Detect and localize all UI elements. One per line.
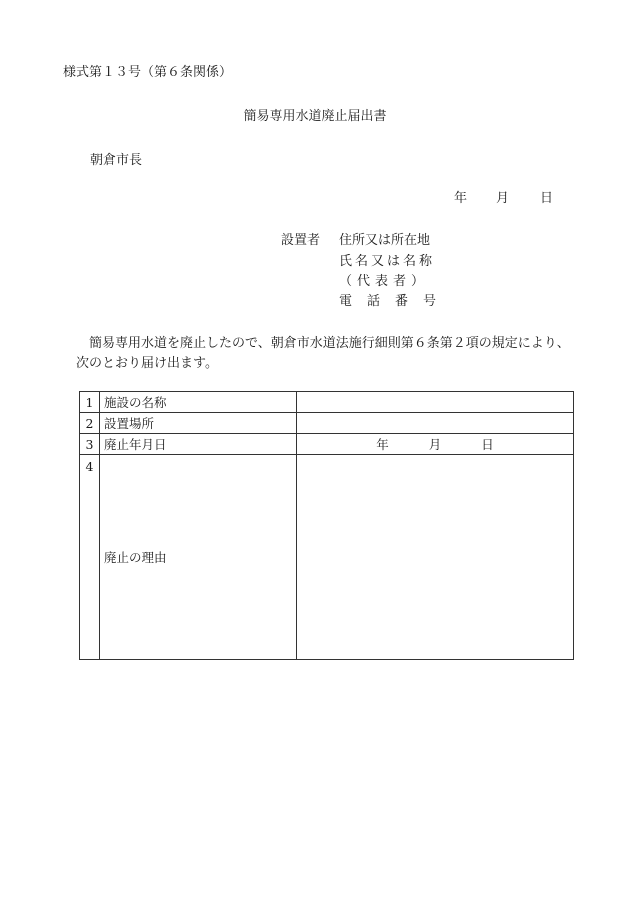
applicant-name-field: 氏名又は名称: [339, 254, 436, 269]
facility-name-value[interactable]: [297, 392, 574, 413]
applicant-label: 設置者: [281, 233, 321, 248]
addressee: 朝倉市長: [90, 153, 143, 168]
applicant-phone-field: 電 話 番 号: [339, 294, 438, 309]
form-number: 様式第１３号（第６条関係）: [63, 65, 233, 80]
row-label: 廃止の理由: [100, 455, 297, 660]
notification-table: [79, 391, 574, 660]
table-row: [80, 392, 574, 413]
table-row: [80, 413, 574, 434]
body-paragraph: [76, 334, 576, 374]
applicant-address-field: 住所又は所在地: [339, 233, 431, 248]
table-row: [80, 455, 574, 660]
date-day-label: 日: [540, 191, 554, 206]
body-text: 簡易専用水道を廃止したので、朝倉市水道法施行細則第６条第２項の規定により、次のとおり届け出ます。: [76, 336, 570, 371]
abolition-month-label: 月: [428, 436, 442, 452]
table-row: [80, 434, 574, 455]
row-number: 2: [80, 413, 100, 434]
document-title: 簡易専用水道廃止届出書: [243, 109, 387, 124]
row-number: 3: [80, 434, 100, 455]
row-label: 設置場所: [100, 413, 297, 434]
date-month-label: 月: [496, 191, 510, 206]
abolition-reason-value[interactable]: [297, 455, 574, 660]
abolition-date-value[interactable]: [297, 434, 574, 455]
row-number: 1: [80, 392, 100, 413]
date-year-label: 年: [454, 191, 468, 206]
abolition-year-label: 年: [376, 436, 389, 452]
installation-location-value[interactable]: [297, 413, 574, 434]
applicant-representative-field: （代表者）: [339, 274, 430, 289]
row-number: 4: [80, 455, 100, 660]
row-label: 廃止年月日: [100, 434, 297, 455]
abolition-day-label: 日: [481, 436, 494, 452]
row-label: 施設の名称: [100, 392, 297, 413]
